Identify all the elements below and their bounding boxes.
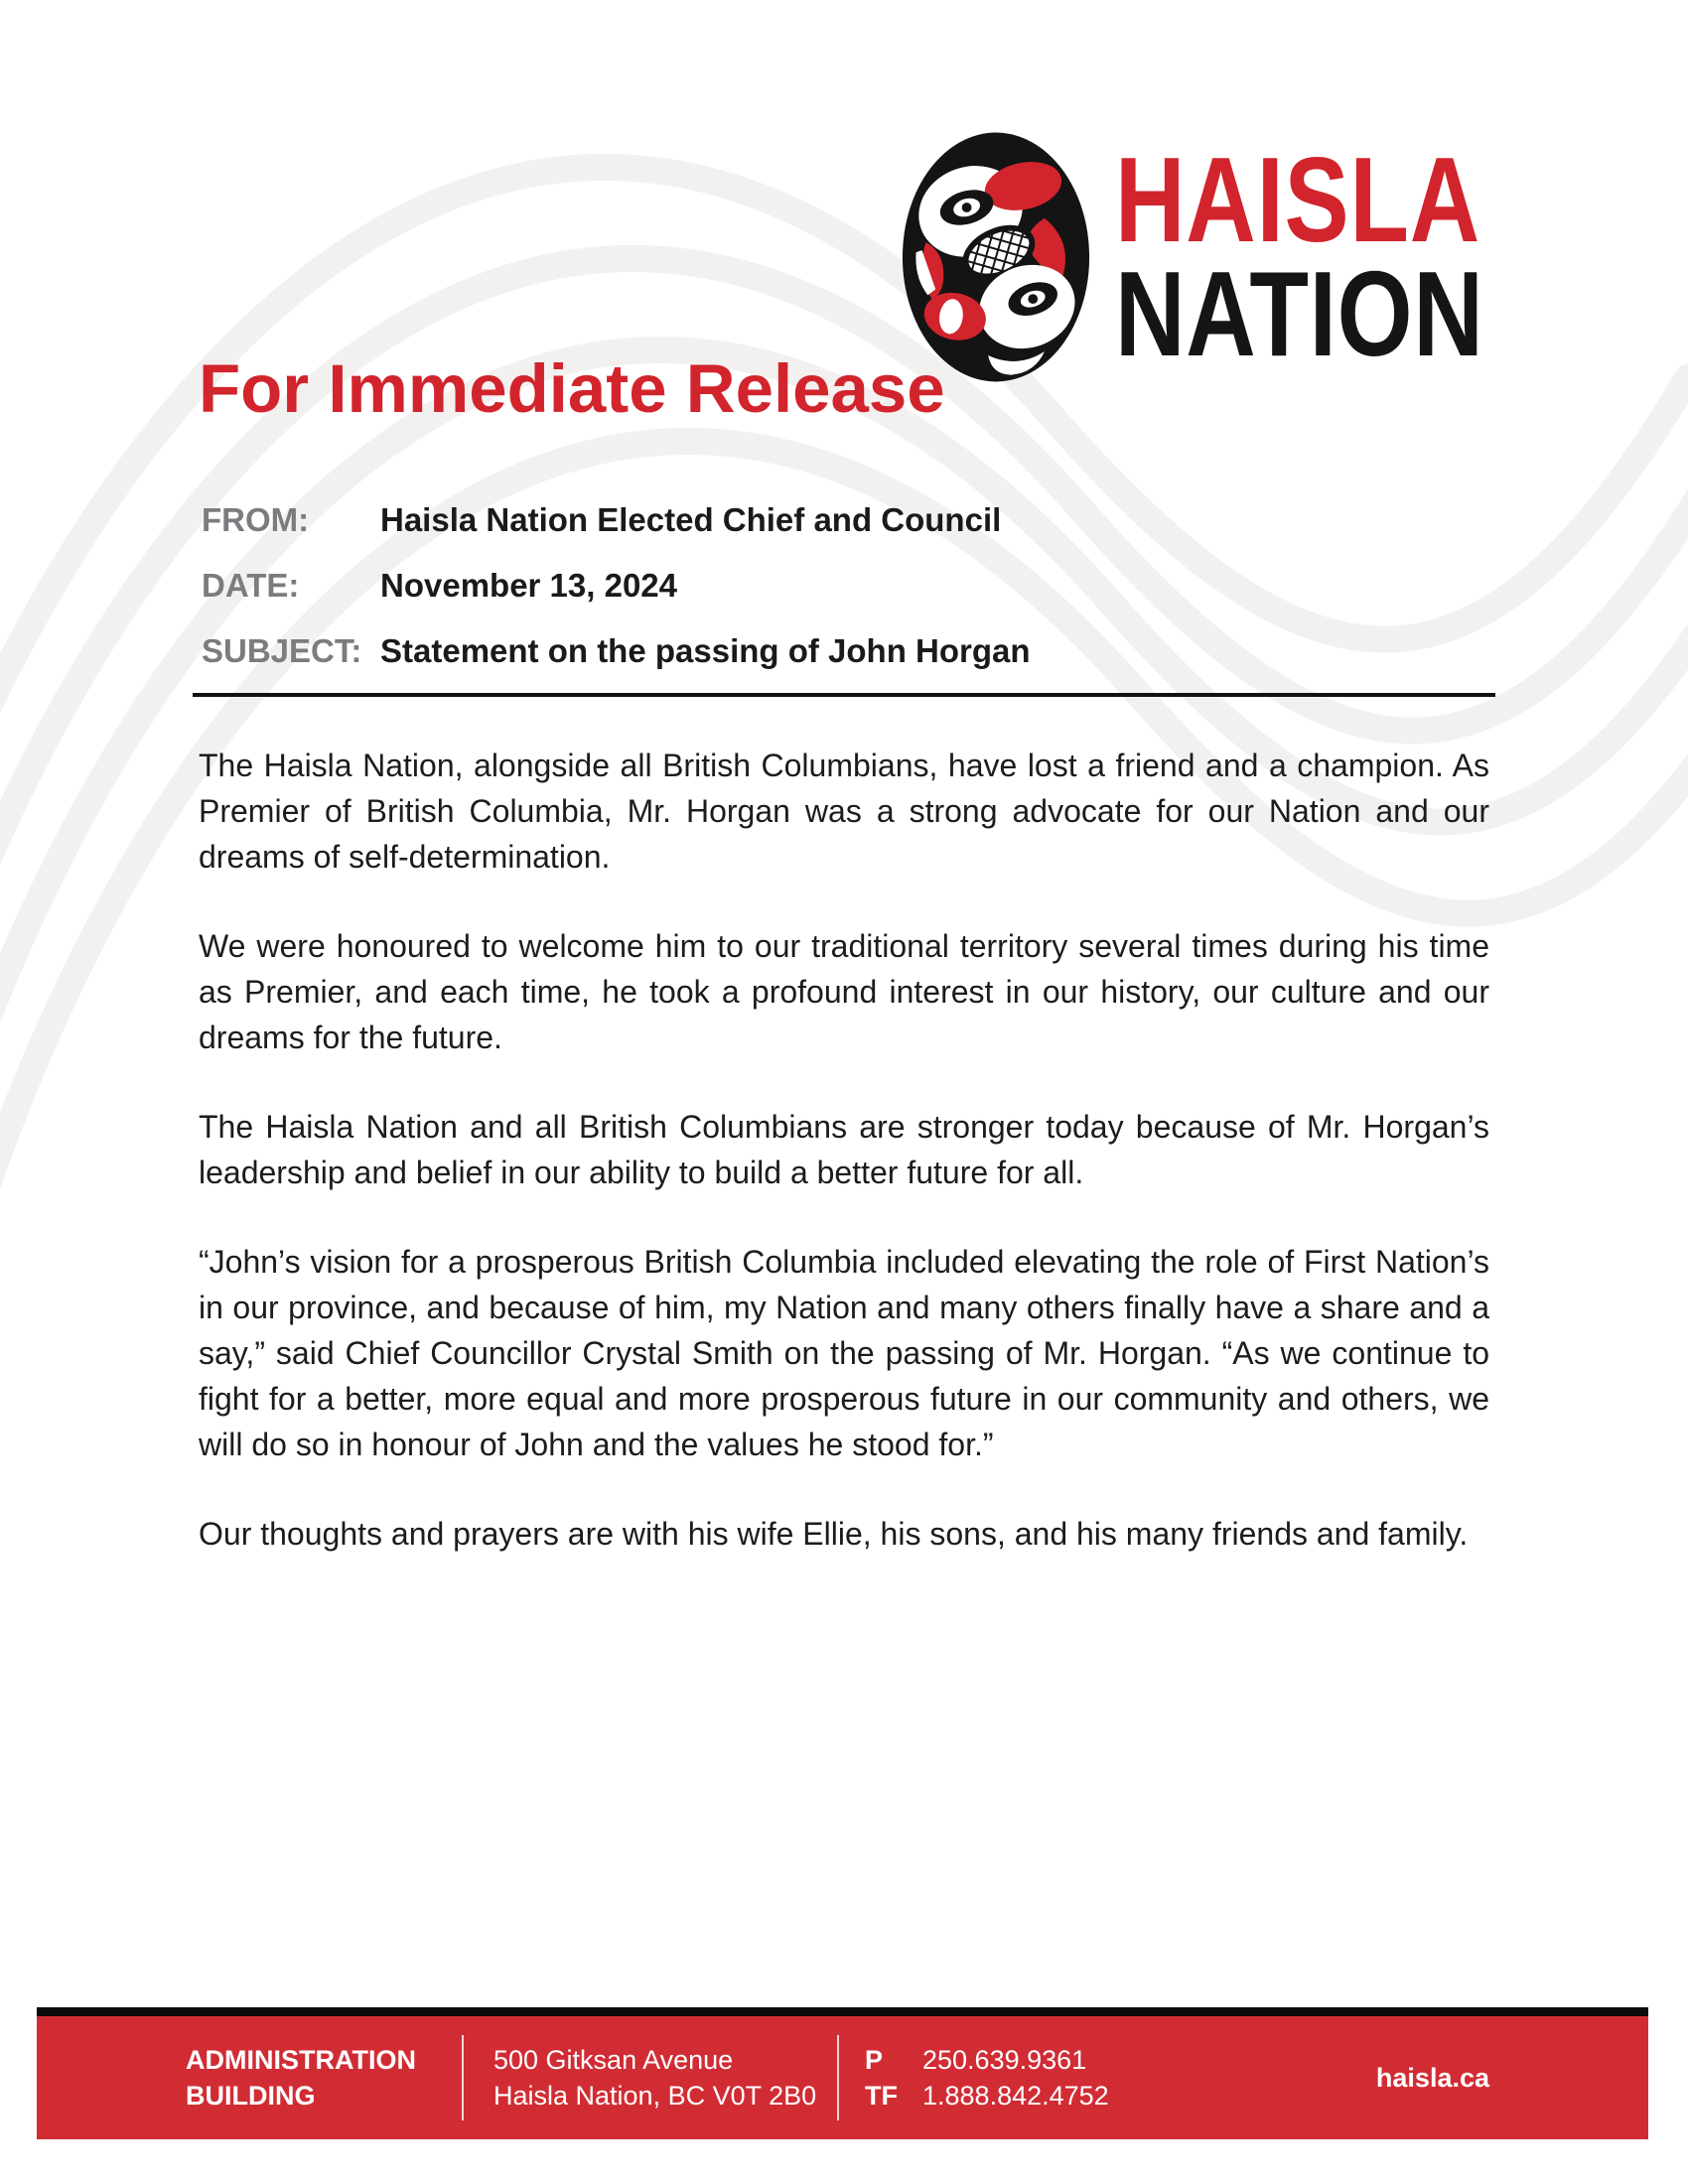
meta-row-date	[202, 567, 1031, 605]
footer-building-line1: ADMINISTRATION	[186, 2045, 416, 2075]
meta-block	[202, 501, 1031, 698]
footer-address-line1: 500 Gitksan Avenue	[493, 2045, 734, 2075]
footer-building-line2: BUILDING	[186, 2081, 316, 2111]
footer-tollfree-label: TF	[865, 2081, 898, 2111]
meta-label-from: FROM:	[202, 501, 310, 538]
meta-label-subject: SUBJECT:	[202, 632, 362, 669]
footer-building-label	[186, 2042, 462, 2114]
body-paragraph: “John’s vision for a prosperous British Columbia included elevating the role of First Nation’s in our province, and because of him, my Nation and many others finally have a share and a say,” said Chief Councillor Crystal Smith on the passing of Mr. Horgan. “As we continue to fight for a better, more equal and more prosperous future in our community and others, we will do so in honour of John and the values he stood for.”	[199, 1244, 1489, 1462]
footer-tollfree-row	[865, 2078, 1282, 2114]
letterhead	[899, 125, 1577, 389]
body-paragraph: We were honoured to welcome him to our traditional territory several times during his time as Premier, and each time, he took a profound interest in our history, our culture and our dreams for the future.	[199, 928, 1489, 1055]
brand-wordmark	[1115, 132, 1484, 381]
body-paragraph: Our thoughts and prayers are with his wife Ellie, his sons, and his many friends and family.	[199, 1516, 1469, 1552]
meta-row-subject	[202, 632, 1031, 670]
meta-value-date: November 13, 2024	[380, 567, 678, 604]
footer-tollfree-number: 1.888.842.4752	[922, 2081, 1109, 2111]
page-title: For Immediate Release	[199, 350, 945, 427]
body-paragraph: The Haisla Nation and all British Columbians are stronger today because of Mr. Horgan’s leadership and belief in our ability to build a better future for all.	[199, 1109, 1489, 1190]
footer-phone-label: P	[865, 2045, 884, 2075]
footer-website: haisla.ca	[1375, 2063, 1489, 2093]
footer-phone-block	[839, 2042, 1282, 2114]
meta-value-from: Haisla Nation Elected Chief and Council	[380, 501, 1002, 538]
footer-address-line2: Haisla Nation, BC V0T 2B0	[493, 2081, 817, 2111]
meta-label-date: DATE:	[202, 567, 300, 604]
meta-row-from	[202, 501, 1031, 539]
footer-phone-row	[865, 2042, 1282, 2078]
footer-phone-number: 250.639.9361	[922, 2045, 1087, 2075]
statement-body	[199, 743, 1489, 1600]
footer-black-line	[37, 2007, 1648, 2016]
header-divider-line	[193, 693, 1495, 697]
footer-bar	[37, 2016, 1648, 2139]
brand-name-nation: NATION	[1115, 245, 1484, 381]
brand-name-haisla: HAISLA	[1115, 132, 1481, 267]
meta-value-subject: Statement on the passing of John Horgan	[380, 632, 1031, 669]
footer-address	[464, 2042, 837, 2114]
body-paragraph: The Haisla Nation, alongside all British Columbians, have lost a friend and a champion. As Premier of British Columbia, Mr. Horgan was a strong advocate for our Nation and our dreams of self-determination.	[199, 748, 1489, 875]
